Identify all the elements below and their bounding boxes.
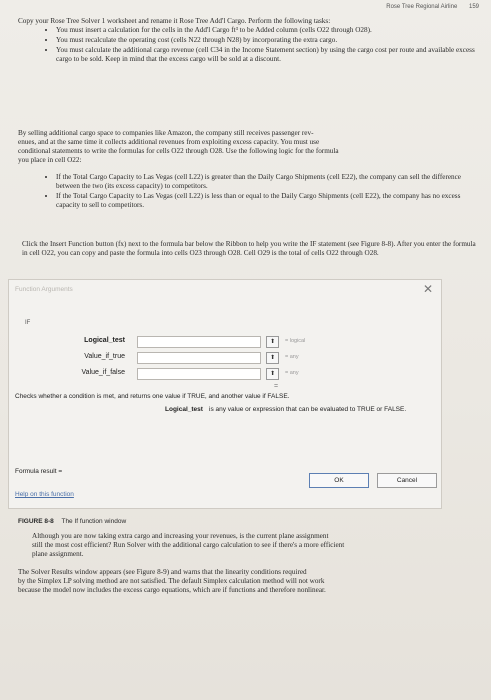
arg-hint-logical-test: = logical (285, 338, 306, 344)
running-title: Rose Tree Regional Airline (386, 4, 458, 10)
value-if-false-input[interactable] (137, 368, 261, 380)
value-if-true-input[interactable] (137, 352, 261, 364)
dialog-title: Function Arguments (15, 286, 73, 293)
result-equals: = (274, 383, 279, 390)
logical-test-input[interactable] (137, 336, 261, 348)
paragraph-line: still the most cost efficient? Run Solver with the additional cargo calculation to see if there's a more efficient (32, 541, 345, 549)
arg-label-value-if-true: Value_if_true (84, 353, 125, 360)
help-link[interactable]: Help on this function (15, 491, 74, 498)
close-icon[interactable]: ✕ (422, 282, 433, 296)
paragraph-line: Although you are now taking extra cargo and increasing your revenues, is the current plane assignment (32, 532, 329, 540)
page-number: 159 (468, 4, 479, 10)
paragraph-insert-function: Click the Insert Function button (fx) next to the formula bar below the Ribbon to help you write the IF statement (see Figure 8-8). After you enter the formula in cell O22, you can copy and paste the formula into cells O23 through O28. Cell O29 is the total of cells O22 through O28. (22, 240, 476, 257)
paragraph-line: because the model now includes the excess cargo equations, which are if functions and therefore nonlinear. (18, 586, 326, 594)
paragraph-line: by the Simplex LP solving method are not satisfied. The default Simplex calculation method will not work (18, 577, 325, 585)
function-name: IF (25, 320, 31, 326)
function-description: Checks whether a condition is met, and returns one value if TRUE, and another value if FALSE. (15, 393, 290, 400)
paragraph-line: By selling additional cargo space to companies like Amazon, the company still receives passenger rev- (18, 129, 314, 137)
arg-label-value-if-false: Value_if_false (81, 369, 125, 376)
paragraph-line: The Solver Results window appears (see Figure 8-9) and warns that the linearity conditions required (18, 568, 307, 576)
paragraph-efficiency (18, 532, 481, 559)
intro-lead: Copy your Rose Tree Solver 1 worksheet and rename it Rose Tree Add'l Cargo. Perform the following tasks: (18, 17, 331, 25)
running-head (386, 4, 479, 10)
arg-label-logical-test: Logical_test (84, 337, 125, 344)
logic-list (18, 173, 481, 210)
paragraph-line: you place in cell O22: (18, 156, 82, 164)
arg-hint-value-if-false: = any (285, 370, 299, 376)
function-arguments-dialog (8, 279, 442, 509)
formula-result: Formula result = (15, 468, 63, 475)
intro-task-list (18, 26, 481, 64)
paragraph-line: conditional statements to write the formulas for cells O22 through O28. Use the following logic for the formula (18, 147, 339, 155)
figure-caption-text: The If function window (61, 518, 127, 525)
range-select-icon[interactable]: ⬆ (266, 336, 279, 348)
list-item: • You must recalculate the operating cost (cells N22 through N28) by incorporating the extra cargo. (56, 36, 481, 45)
ok-button[interactable]: OK (309, 473, 369, 488)
intro-section (18, 17, 481, 65)
figure-number: FIGURE 8-8 (18, 518, 54, 525)
paragraph-line: plane assignment. (32, 550, 84, 558)
arg-hint-value-if-true: = any (285, 354, 299, 360)
arg-description-name: Logical_test (165, 406, 203, 413)
list-item: • You must calculate the additional cargo revenue (cell C34 in the Income Statement section) by using the cargo cost per route and available excess cargo to be sold. Keep in mind that the excess cargo will be sold at a discount. (56, 46, 481, 64)
paragraph-conditional (18, 129, 481, 165)
list-item: • You must insert a calculation for the cells in the Add'l Cargo ft³ to be Added column (cells O22 through O28). (56, 26, 481, 35)
logic-list-section (18, 173, 481, 211)
arg-description: is any value or expression that can be evaluated to TRUE or FALSE. (209, 406, 407, 413)
figure-caption (18, 518, 126, 525)
paragraph-solver-results (18, 568, 481, 595)
cancel-button[interactable]: Cancel (377, 473, 437, 488)
paragraph-line: enues, and at the same time it collects additional revenues from exploiting excess capacity. You must use (18, 138, 320, 146)
range-select-icon[interactable]: ⬆ (266, 352, 279, 364)
list-item: • If the Total Cargo Capacity to Las Vegas (cell L22) is greater than the Daily Cargo Shipments (cell E22), the company can sell the difference between the two (its excess capacity) to competitors. (56, 173, 481, 191)
list-item: • If the Total Cargo Capacity to Las Vegas (cell L22) is less than or equal to the Daily Cargo Shipments (cell E22), the company has no excess capacity to sell to competitors. (56, 192, 481, 210)
range-select-icon[interactable]: ⬆ (266, 368, 279, 380)
